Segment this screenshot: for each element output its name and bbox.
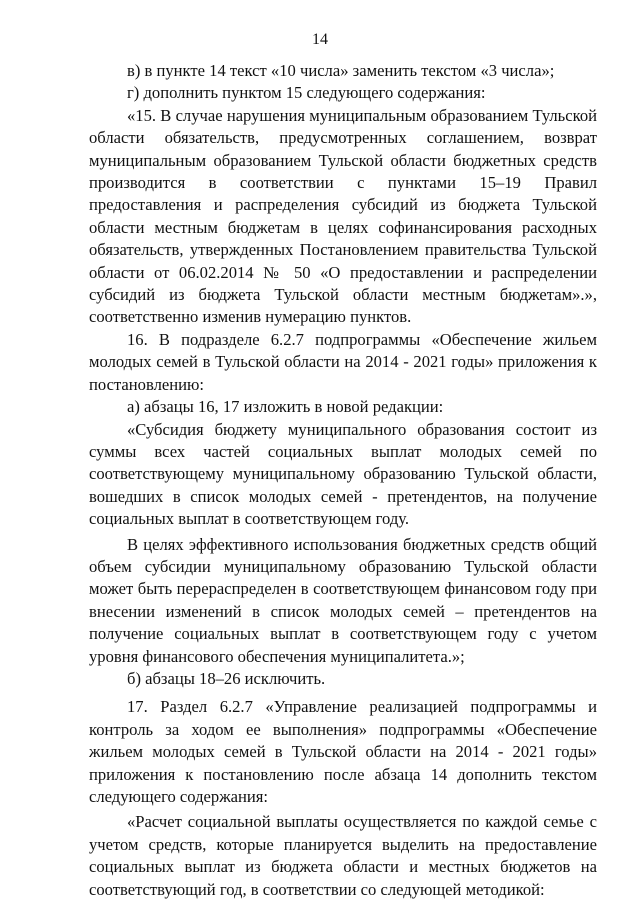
paragraph-item-v: в) в пункте 14 текст «10 числа» заменить текстом «3 числа»; <box>127 61 555 80</box>
paragraph-item-a: а) абзацы 16, 17 изложить в новой редакции: <box>127 397 444 417</box>
paragraph-section-17: 17. Раздел 6.2.7 «Управление реализацией подпрограммы и контроль за ходом ее выполнения» подпрограммы «Обеспечение жильем молодых семей в Тульской области на 2014 - 2021 годы» приложения к постановлению после абзаца 14 дополнить текстом следующего содержания: <box>89 697 597 806</box>
page-number: 14 <box>312 31 328 48</box>
paragraph-subsidy-redistribution: В целях эффективного использования бюджетных средств общий объем субсидии муниципальному образованию Тульской области может быть перераспределен в соответствующем финансовом году при внесении изменений в список молодых семей – претендентов на получение социальных выплат в соответствующем году с учетом уровня финансового обеспечения муниципалитета.»; <box>89 534 597 666</box>
paragraph-item-b: б) абзацы 18–26 исключить. <box>127 668 326 688</box>
paragraph-item-g: г) дополнить пунктом 15 следующего содержания: <box>127 83 486 103</box>
paragraph-point-15: «15. В случае нарушения муниципальным образованием Тульской области обязательств, предусмотренных соглашением, возврат муниципальным образованием Тульской области бюджетных средств производится в соответствии с пунктами 15–19 Правил предоставления и распределения субсидий из бюджета Тульской области местным бюджетам в целях софинансирования расходных обязательств, утвержденных Постановлением правительства Тульской области от 06.02.2014 № 50 «О предоставлении и распределении субсидий из бюджета Тульской области местным бюджетам».», соответственно изменив нумерацию пунктов. <box>89 105 597 327</box>
document-body <box>89 60 597 901</box>
paragraph-calculation-method: «Расчет социальной выплаты осуществляется по каждой семье с учетом средств, которые планируется выделить на предоставление социальных выплат из бюджета области и местных бюджетов на соответствующий год, в соответствии со следующей методикой: <box>89 812 597 899</box>
paragraph-section-16: 16. В подразделе 6.2.7 подпрограммы «Обеспечение жильем молодых семей в Тульской области на 2014 - 2021 годы» приложения к постановлению: <box>89 329 597 394</box>
paragraph-subsidy-composition: «Субсидия бюджету муниципального образования состоит из суммы всех частей социальных выплат молодых семей по соответствующему муниципальному образованию Тульской области, вошедших в список молодых семей - претендентов, на получение социальных выплат в соответствующем году. <box>89 419 597 529</box>
